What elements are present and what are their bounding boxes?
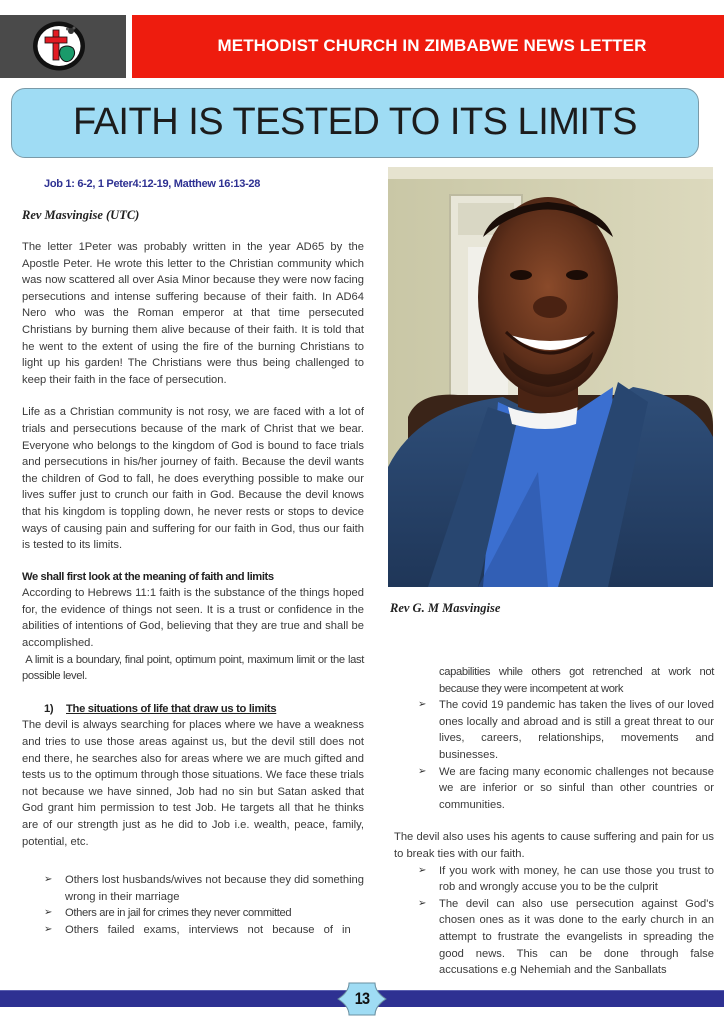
list-item: ➢ Others are in jail for crimes they never committed (22, 905, 364, 922)
section-heading-meaning: We shall first look at the meaning of faith and limits (22, 570, 274, 583)
spacer (22, 388, 364, 404)
paragraph-limit-definition: A limit is a boundary, final point, optimum point, maximum limit or the last possible level. (22, 653, 367, 683)
right-column (396, 664, 714, 979)
portrait-image (388, 167, 713, 587)
list-item: ➢ We are facing many economic challenges not because we are inferior or so sinful than other countries or communities. (418, 765, 714, 811)
list-item: ➢ If you work with money, he can use those you trust to rob and wrongly accuse you to be the culprit (418, 864, 714, 894)
situations-bullet-list-continued (396, 697, 714, 813)
page-number: 13 (354, 989, 370, 1008)
section-heading-text: The situations of life that draw us to limits (66, 702, 277, 715)
list-item: ➢ Others lost husbands/wives not because they did something wrong in their marriage (44, 874, 364, 903)
author-byline: Rev Masvingise (UTC) (22, 208, 140, 222)
bullet-continuation: capabilities while others got retrenched at work not because they were incompetent at work (439, 666, 714, 695)
paragraph-faith-definition: According to Hebrews 11:1 faith is the substance of the things hoped for, the evidence of things not seen. It is a trust or confidence in the abilities of intentions of God, believing that they are true and shall be accomplished. (22, 587, 364, 650)
spacer (396, 813, 714, 829)
scripture-references: Job 1: 6-2, 1 Peter4:12-19, Matthew 16:13-28 (44, 178, 261, 190)
header-banner (132, 15, 724, 78)
arrowhead-bullet-icon: ➢ (418, 864, 427, 876)
header-logo-box (0, 15, 126, 78)
arrowhead-bullet-icon: ➢ (418, 897, 427, 909)
spacer (22, 554, 364, 569)
arrowhead-bullet-icon: ➢ (44, 907, 53, 919)
list-item: ➢ The devil can also use persecution against God's chosen ones as it was done to the early church in an attempt to frustrate the evangelists in spreading the good news. This can be done through false accusations e.g Nehemiah and the Sanballats (418, 897, 714, 977)
author-portrait-photo (388, 167, 713, 587)
article-title-banner (11, 88, 699, 158)
arrowhead-bullet-icon: ➢ (44, 874, 53, 886)
paragraph-situations: The devil is always searching for places where we have a weakness and tries to use those areas against us, but the devil still does not end there, he searches also for areas where we are much gifted and tests us to the optimum through those situations. We face these trials not because we have sinned, Job had no sin but Satan asked that God grant him permission to test Job. He targets all that he thinks are of our strength just as he did to Job i.e. wealth, peace, family, potential, etc. (22, 719, 364, 848)
list-item: ➢ The covid 19 pandemic has taken the lives of our loved ones locally and abroad and is still a great threat to our lives, careers, relationships, movements and businesses. (418, 699, 714, 761)
situations-bullet-list (22, 872, 364, 938)
spacer (22, 225, 364, 239)
list-item: ➢ Others failed exams, interviews not because of in (22, 922, 364, 939)
article-title: FAITH IS TESTED TO ITS LIMITS (72, 101, 638, 143)
section-number: 1) (44, 702, 54, 715)
paragraph-agents: The devil also uses his agents to cause suffering and pain for us to break ties with our faith. (394, 831, 714, 860)
newsletter-title: METHODIST CHURCH IN ZIMBABWE NEWS LETTER (217, 36, 647, 55)
arrowhead-bullet-icon: ➢ (418, 699, 427, 711)
paragraph-life: Life as a Christian community is not rosy, we are faced with a lot of trials and persecutions because of the mark of Christ that we bear. Everyone who belongs to the kingdom of God is bound to face trials and persecutions in his/her journey of faith. Because the devil wants the children of God to fall, he does everything possible to make our lives suffer just to crunch our faith in God. Because the devil knows that his kingdom is toppling down, he never rests or stops to device ways of causing pain and suffering for our faith in God, thus our faith is tested to its limits. (22, 406, 364, 552)
agents-bullet-list (396, 863, 714, 979)
left-column (22, 176, 367, 939)
arrowhead-bullet-icon: ➢ (418, 765, 427, 777)
paragraph-intro: The letter 1Peter was probably written in the year AD65 by the Apostle Peter. He wrote this letter to the Christian community which was now scattered all over Asia Minor because they were now facing persecutions and intense suffering because of their faith. In AD64 Nero who was the Roman emperor at that time persecuted Christians by burning them alive because of their faith. It is told that he went to the extent of using the fire of the burning Christians to light up his garden! The Christians were thus being challenged to keep their faith in the face of persecution. (22, 241, 364, 386)
methodist-logo-icon (31, 20, 87, 72)
arrowhead-bullet-icon: ➢ (44, 923, 53, 935)
section-heading-situations (22, 701, 364, 718)
photo-caption: Rev G. M Masvingise (390, 601, 501, 615)
spacer (22, 850, 364, 872)
